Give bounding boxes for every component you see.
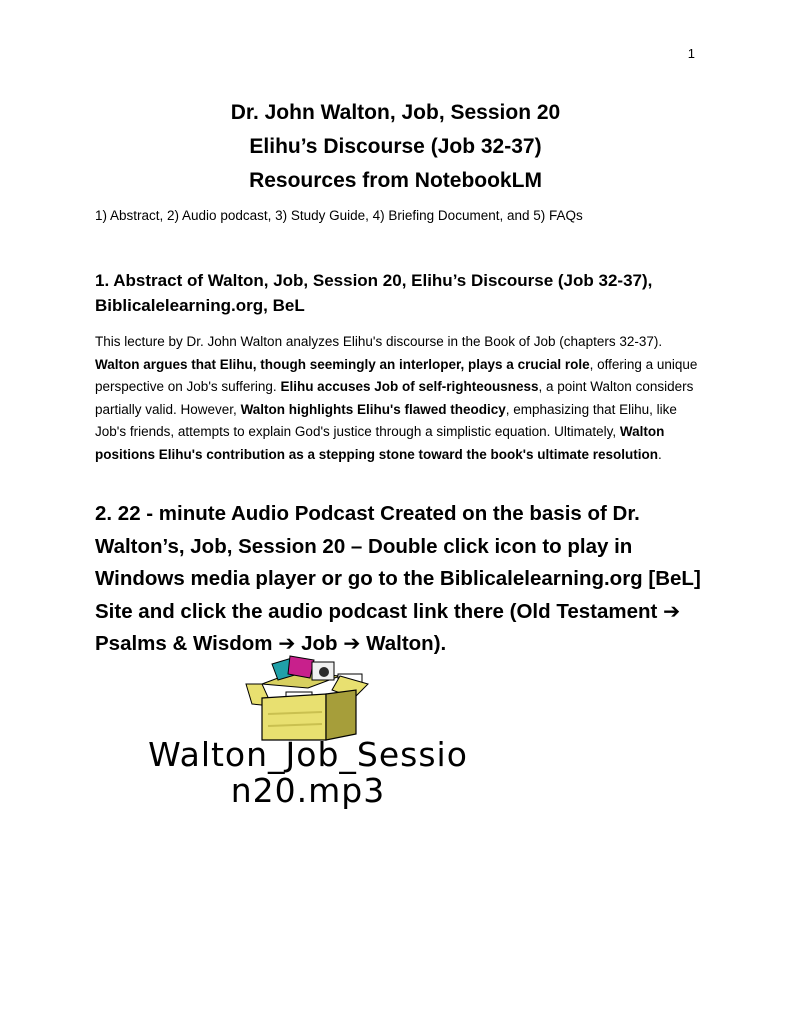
- media-file-label-line-2: n20.mp3: [230, 771, 386, 810]
- abstract-bold-2: Elihu accuses Job of self-righteousness: [280, 379, 539, 394]
- abstract-text-4: , emphasizing that Elihu, like Job's friends, attempts to explain God's justice through a simplistic equation. Ultimately,: [95, 401, 677, 439]
- abstract-bold-1: Walton argues that Elihu, though seemingly an interloper, plays a crucial role: [95, 356, 590, 372]
- abstract-text-1: This lecture by Dr. John Walton analyzes Elihu's discourse in the Book of Job (chapters 32-37).: [95, 334, 663, 349]
- podcast-heading-text-4: Walton).: [360, 632, 447, 655]
- abstract-heading: 1. Abstract of Walton, Job, Session 20, Elihu’s Discourse (Job 32-37), Biblicalelearning.org, BeL: [95, 271, 653, 315]
- page-number: 1: [687, 46, 695, 61]
- abstract-text-3: , a point Walton considers partially valid. However,: [95, 379, 694, 417]
- media-file-label-line-1: Walton_Job_Sessio: [148, 735, 468, 774]
- arrow-right-icon: ➔: [278, 632, 296, 655]
- media-file-label[interactable]: [88, 737, 528, 809]
- title-line-1: Dr. John Walton, Job, Session 20: [230, 101, 561, 124]
- abstract-text-2: , offering a unique perspective on Job's suffering.: [95, 356, 698, 394]
- podcast-heading: [95, 498, 715, 661]
- podcast-heading-text-3: Job: [295, 632, 344, 655]
- abstract-text-5: .: [657, 446, 662, 462]
- abstract-bold-3: Walton highlights Elihu's flawed theodicy: [240, 401, 506, 417]
- abstract-bold-4: Walton positions Elihu's contribution as a stepping stone toward the book's ultimate resolution: [95, 424, 665, 462]
- resources-list: 1) Abstract, 2) Audio podcast, 3) Study Guide, 4) Briefing Document, and 5) FAQs: [95, 208, 583, 223]
- arrow-right-icon: ➔: [343, 632, 361, 655]
- podcast-heading-text-2: Psalms & Wisdom: [95, 632, 279, 655]
- package-icon[interactable]: [242, 654, 374, 742]
- title-line-2: Elihu’s Discourse (Job 32-37): [249, 135, 542, 158]
- podcast-heading-text-1: 2. 22 - minute Audio Podcast Created on the basis of Dr. Walton’s, Job, Session 20 – Double click icon to play in Windows media player or go to the Biblicalelearning.org [BeL] Site and click the audio podcast link there (Old Testament: [95, 502, 701, 623]
- document-title: [0, 96, 791, 198]
- title-line-3: Resources from NotebookLM: [249, 169, 542, 192]
- arrow-right-icon: ➔: [663, 599, 681, 623]
- abstract-paragraph: [95, 331, 707, 466]
